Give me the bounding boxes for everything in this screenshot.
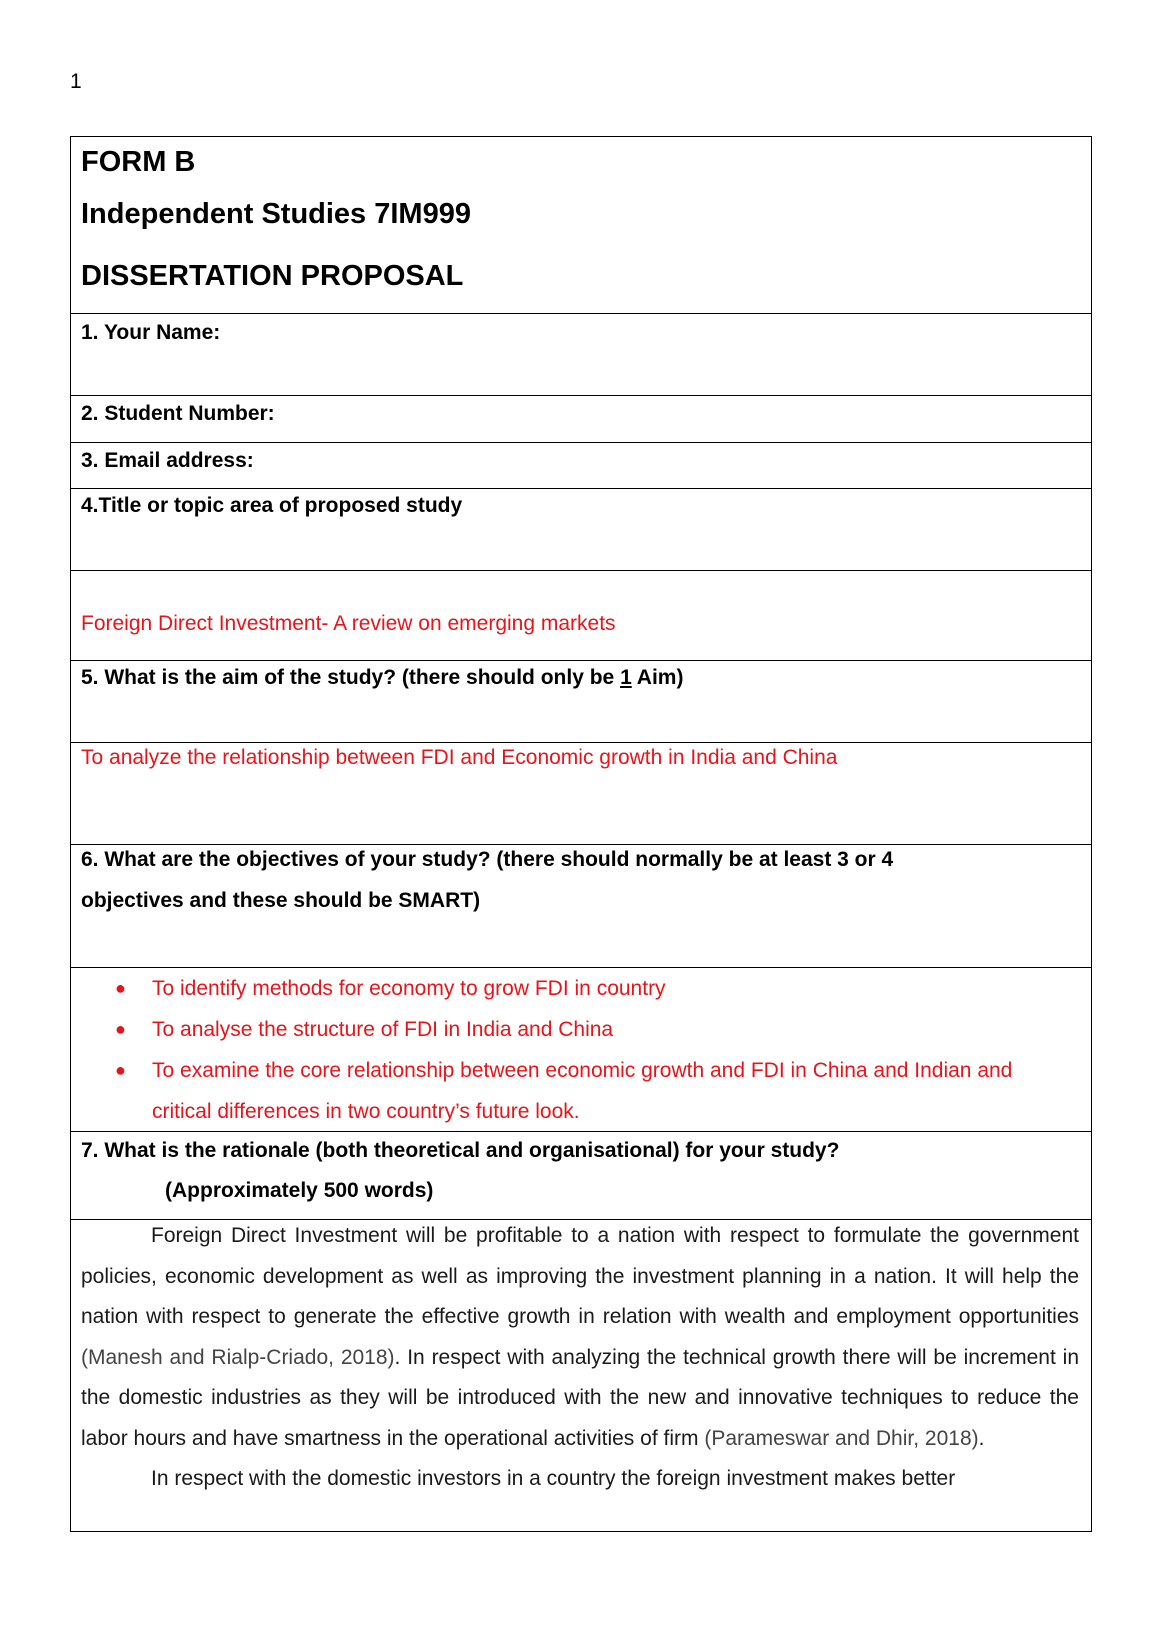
name-label: 1. Your Name: — [81, 321, 221, 344]
objective-text: To examine the core relationship between economic growth and FDI in China and Indian and critical differences in two country’s future look. — [152, 1059, 1013, 1123]
form-header — [71, 137, 1091, 314]
rationale-paragraph-2: In respect with the domestic investors in a country the foreign investment makes better — [151, 1467, 956, 1490]
course-title: Independent Studies 7IM999 — [81, 198, 471, 230]
rationale-body-row — [71, 1220, 1091, 1532]
objectives-list — [71, 968, 1091, 1132]
rationale-p1-text-b: . In respect with analyzing the technical growth there will be increment in the domestic industries as they will be introduced with the new and innovative techniques to reduce the labor hours and have smartness in the operational activities of firm — [81, 1345, 1079, 1450]
aim-value-row — [71, 743, 1091, 845]
rationale-label-row — [71, 1132, 1091, 1220]
email-row — [71, 443, 1091, 489]
name-row — [71, 314, 1091, 396]
citation: (Manesh and Rialp-Criado, 2018) — [81, 1345, 395, 1369]
objective-text: To identify methods for economy to grow FDI in country — [152, 977, 666, 1000]
bullet-icon: ● — [115, 1060, 126, 1080]
rationale-label-line1: 7. What is the rationale (both theoretical and organisational) for your study? — [81, 1139, 840, 1162]
aim-label-pre: 5. What is the aim of the study? (there should only be — [81, 666, 621, 689]
document-type: DISSERTATION PROPOSAL — [81, 260, 464, 292]
objectives-label-line2: objectives and these should be SMART) — [81, 889, 481, 912]
bullet-icon: ● — [115, 1019, 126, 1039]
title-label-row — [71, 489, 1091, 571]
page-number: 1 — [70, 70, 82, 93]
rationale-paragraph-1 — [81, 1216, 1079, 1459]
objective-item — [71, 968, 1091, 1009]
objectives-label-line1: 6. What are the objectives of your study? (there should normally be at least 3 or 4 — [81, 848, 894, 871]
objective-text: To analyse the structure of FDI in India and China — [152, 1018, 614, 1041]
rationale-label-line2: (Approximately 500 words) — [165, 1179, 434, 1202]
email-label: 3. Email address: — [81, 449, 254, 472]
objectives-label-row — [71, 845, 1091, 968]
aim-value: To analyze the relationship between FDI and Economic growth in India and China — [81, 746, 838, 769]
rationale-p1-text-a: Foreign Direct Investment will be profitable to a nation with respect to formulate the government policies, economic development as well as improving the investment planning in a nation. It will help the nation with respect to generate the effective growth in relation with wealth and employment opportunities — [81, 1224, 1079, 1328]
student-number-row — [71, 396, 1091, 443]
title-value: Foreign Direct Investment- A review on emerging markets — [81, 612, 616, 635]
rationale-p1-text-c: . — [978, 1426, 985, 1450]
aim-label-num: 1 — [620, 666, 632, 689]
title-label: 4.Title or topic area of proposed study — [81, 494, 463, 517]
bullet-icon: ● — [115, 978, 126, 998]
rationale-body — [81, 1216, 1079, 1500]
objectives-list-row — [71, 968, 1091, 1132]
aim-label-row — [71, 661, 1091, 743]
objective-item — [71, 1009, 1091, 1050]
form-label: FORM B — [81, 146, 196, 178]
aim-label-post: Aim) — [631, 666, 684, 689]
aim-label — [81, 665, 683, 691]
dissertation-proposal-form — [70, 136, 1092, 1532]
title-value-row — [71, 571, 1091, 661]
citation: (Parameswar and Dhir, 2018) — [704, 1426, 979, 1450]
objective-item — [71, 1050, 1091, 1132]
student-number-label: 2. Student Number: — [81, 402, 275, 425]
